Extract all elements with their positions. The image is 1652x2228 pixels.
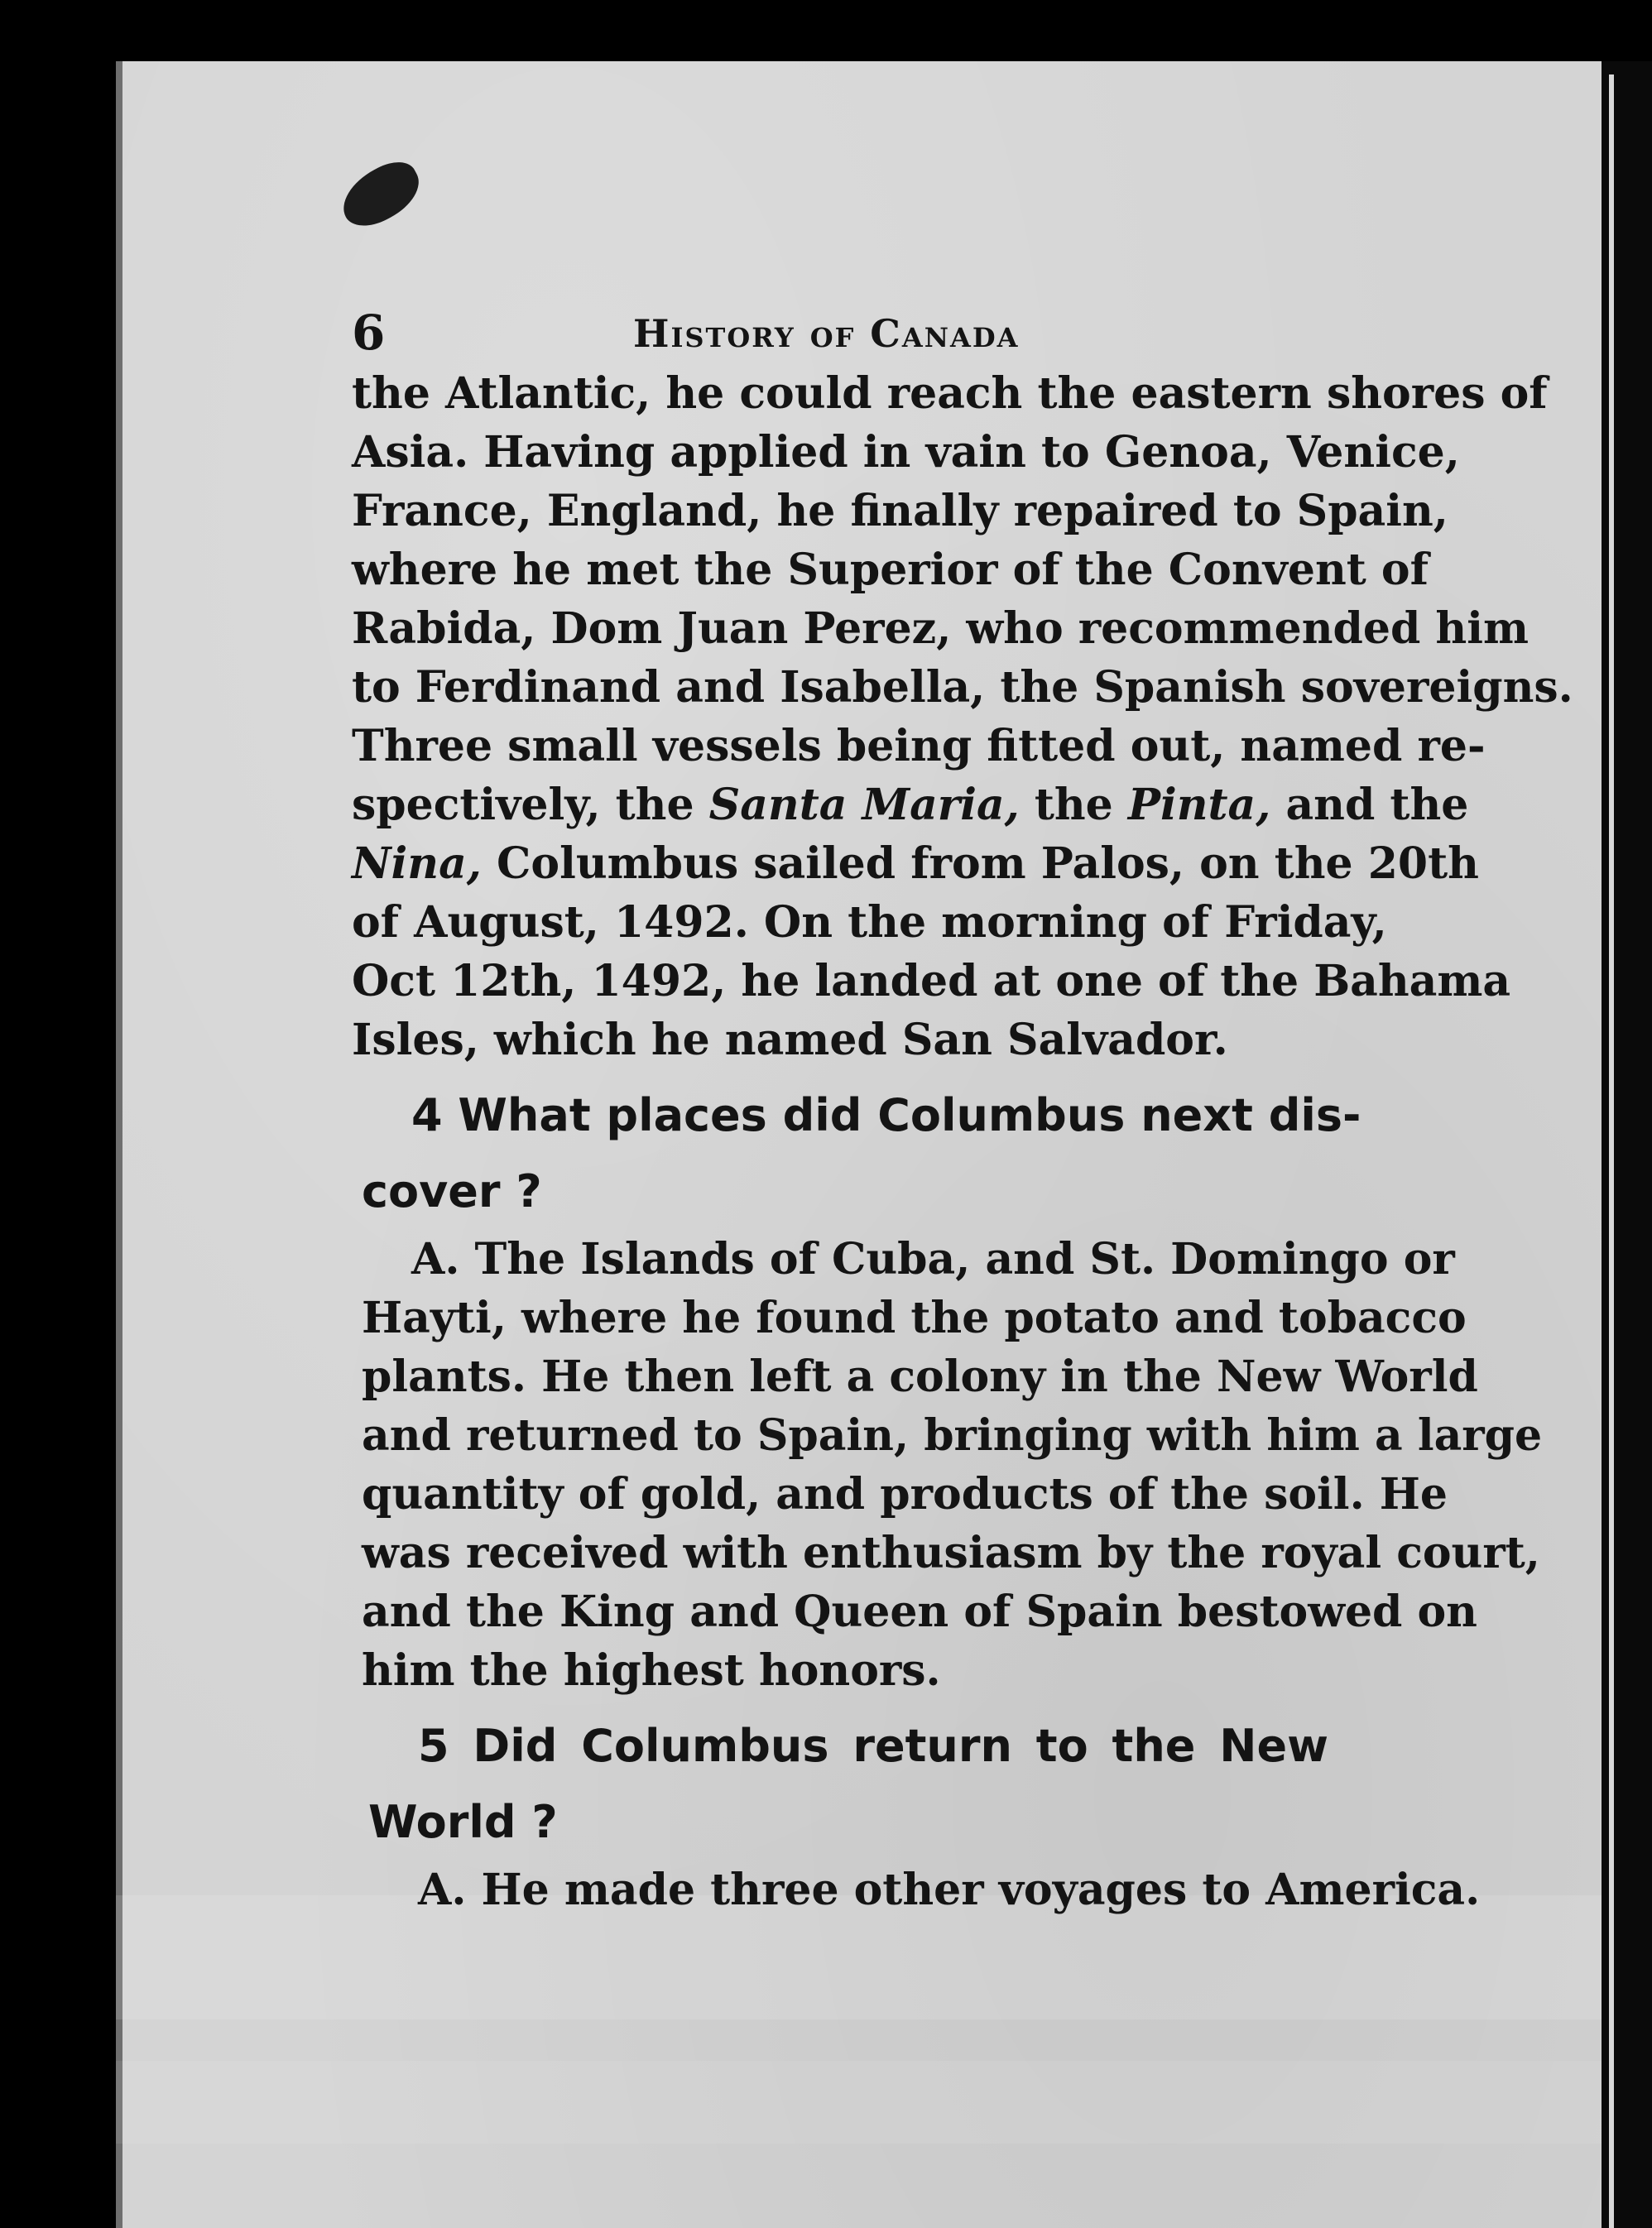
question-line: cover ? xyxy=(362,1165,542,1217)
question-line: World ? xyxy=(368,1796,558,1848)
ship-name-santa-maria: Santa Maria, xyxy=(708,780,1020,830)
text-line: Asia. Having applied in vain to Genoa, Venice, xyxy=(352,427,1460,478)
text-line: Oct 12th, 1492, he landed at one of the Bahama xyxy=(352,956,1511,1006)
text-line: France, England, he finally repaired to Spain, xyxy=(352,486,1448,536)
question-line: 5 Did Columbus return to the New xyxy=(418,1720,1328,1772)
text-line xyxy=(352,834,1479,893)
question-4 xyxy=(352,1078,1361,1230)
text-fragment: spectively, the xyxy=(352,780,709,830)
answer-4 xyxy=(352,1230,1543,1700)
text-line: to Ferdinand and Isabella, the Spanish sovereigns. xyxy=(352,662,1573,713)
scan-light-band xyxy=(116,2061,1602,2144)
text-fragment: the xyxy=(1019,780,1128,830)
answer-line: A. He made three other voyages to America. xyxy=(418,1865,1481,1915)
answer-line: plants. He then left a colony in the New World xyxy=(362,1352,1478,1402)
text-line: Isles, which he named San Salvador. xyxy=(352,1015,1228,1065)
question-line: 4 What places did Columbus next dis- xyxy=(411,1089,1361,1141)
text-fragment: Columbus sailed from Palos, on the 20th xyxy=(481,838,1479,889)
paragraph-continuation xyxy=(352,364,1573,1069)
answer-line: was received with enthusiasm by the royal court, xyxy=(362,1528,1540,1578)
question-5 xyxy=(352,1708,1328,1861)
ship-name-nina: Nina, xyxy=(352,838,482,889)
answer-line: A. The Islands of Cuba, and St. Domingo or xyxy=(411,1234,1455,1284)
page-header xyxy=(352,281,1328,364)
text-line: the Atlantic, he could reach the eastern shores of xyxy=(352,368,1548,419)
answer-line: and returned to Spain, bringing with him a large xyxy=(362,1410,1543,1461)
text-line: of August, 1492. On the morning of Friday, xyxy=(352,897,1387,948)
text-fragment: and the xyxy=(1270,780,1469,830)
ship-name-pinta: Pinta, xyxy=(1127,780,1271,830)
answer-5 xyxy=(352,1861,1481,1919)
answer-line: quantity of gold, and products of the soil. He xyxy=(362,1469,1448,1520)
text-line: Rabida, Dom Juan Perez, who recommended him xyxy=(352,603,1530,654)
binding-edge-line xyxy=(1609,74,1614,2228)
running-title: History of Canada xyxy=(633,311,1020,356)
page-text xyxy=(352,281,1573,1919)
answer-line: Hayti, where he found the potato and tobacco xyxy=(362,1293,1467,1343)
text-line xyxy=(352,775,1469,834)
text-line: Three small vessels being fitted out, named re- xyxy=(352,721,1486,771)
answer-line: and the King and Queen of Spain bestowed on xyxy=(362,1587,1477,1637)
page-number: 6 xyxy=(352,305,386,361)
answer-line: him the highest honors. xyxy=(362,1645,941,1696)
text-line: where he met the Superior of the Convent of xyxy=(352,545,1429,595)
